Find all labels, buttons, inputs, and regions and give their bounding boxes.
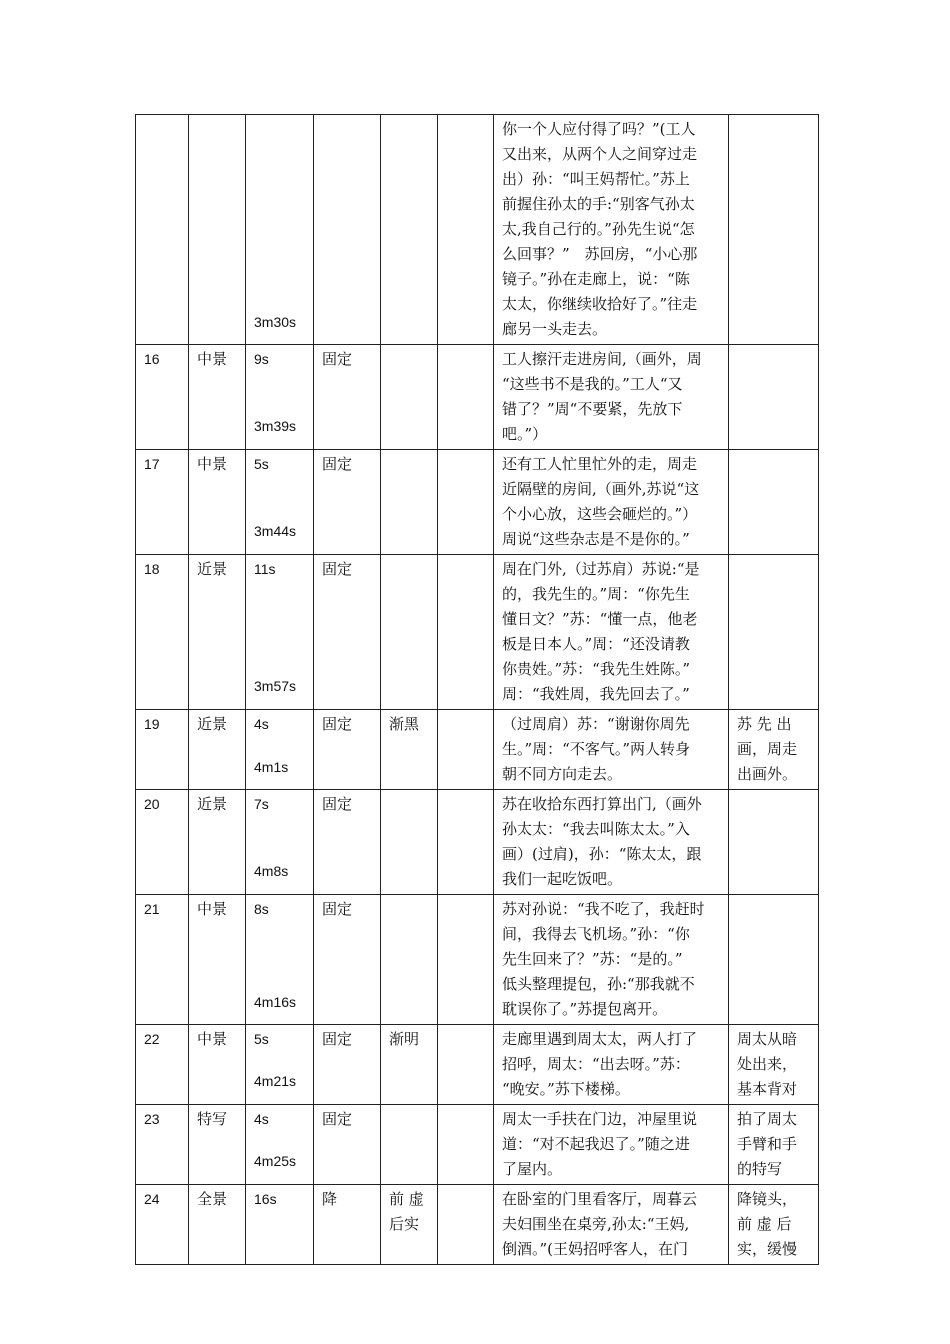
table-row [136, 710, 819, 790]
shot-size-cell [189, 790, 246, 895]
shot-number-cell [136, 555, 189, 710]
timecode: 3m39s [254, 418, 297, 434]
shot-content-cell [494, 115, 729, 345]
camera-movement: 固定 [322, 715, 353, 733]
shot-note [729, 345, 818, 349]
transition: 渐明 [389, 1030, 420, 1048]
shot-list-table [135, 114, 819, 1265]
shot-number-cell [136, 895, 189, 1025]
extra-cell [438, 345, 494, 450]
timecode: 4m8s [254, 863, 289, 879]
shot-note [729, 450, 818, 454]
shot-size-cell [189, 345, 246, 450]
camera-movement [314, 115, 380, 119]
shot-duration: 9s [254, 351, 269, 367]
shot-content: 走廊里遇到周太太，两人打了 招呼，周太：“出去呀。”苏： “晚安。”苏下楼梯。 [502, 1030, 698, 1098]
shot-number: 17 [144, 456, 160, 472]
shot-content-cell [494, 790, 729, 895]
camera-movement: 固定 [322, 1110, 353, 1128]
shot-size-cell [189, 895, 246, 1025]
table-row [136, 555, 819, 710]
shot-number: 22 [144, 1031, 160, 1047]
shot-note: 拍了周太 手臂和手 的特写 [737, 1110, 798, 1178]
table-row [136, 895, 819, 1025]
shot-size: 中景 [197, 1030, 228, 1048]
shot-number-cell [136, 1025, 189, 1105]
transition: 渐黑 [389, 715, 420, 733]
shot-size: 全景 [197, 1190, 228, 1208]
shot-size: 近景 [197, 795, 228, 813]
shot-note: 苏 先 出 画，周走 出画外。 [737, 715, 798, 783]
transition-cell [381, 555, 438, 710]
extra-cell [438, 1185, 494, 1265]
shot-size: 近景 [197, 715, 228, 733]
shot-size-cell [189, 1185, 246, 1265]
shot-content: 周在门外,（过苏肩）苏说:“是 的，我先生的。”周：“你先生 懂日文？”苏：“懂一点，他老 板是日本人。”周：“还没请教 你贵姓。”苏：“我先生姓陈。” 周：“我姓周，我先回去了。” [502, 560, 700, 703]
camera-movement: 降 [322, 1190, 338, 1208]
extra [438, 450, 493, 454]
shot-number: 24 [144, 1191, 160, 1207]
transition [381, 1105, 437, 1109]
shot-note-cell [729, 1185, 819, 1265]
shot-content: 周太一手扶在门边，冲屋里说 道：“对不起我迟了。”随之进 了屋内。 [502, 1110, 698, 1178]
duration-cell [246, 710, 314, 790]
timecode: 4m21s [254, 1073, 297, 1089]
shot-note [729, 895, 818, 899]
extra-cell [438, 790, 494, 895]
camera-movement: 固定 [322, 350, 353, 368]
shot-size-cell [189, 115, 246, 345]
shot-note-cell [729, 555, 819, 710]
shot-note-cell [729, 1105, 819, 1185]
camera-movement-cell [314, 1025, 381, 1105]
transition-cell [381, 115, 438, 345]
timecode: 4m1s [254, 759, 289, 775]
shot-number-cell [136, 1105, 189, 1185]
shot-note-cell [729, 895, 819, 1025]
camera-movement: 固定 [322, 455, 353, 473]
transition [381, 450, 437, 454]
shot-content: 你一个人应付得了吗？”(工人 又出来，从两个人之间穿过走 出）孙：“叫王妈帮忙。”苏上 前握住孙太的手:“别客气孙太 太,我自己行的。”孙先生说“怎 么回事？” 苏回房，“小心那 镜子。”孙在走廊上，说：“陈 太太，你继续收拾好了。”往走 廊另一头走去。 [502, 120, 698, 338]
shot-size: 中景 [197, 900, 228, 918]
shot-note: 降镜头， 前 虚 后 实，缓慢 [737, 1190, 798, 1258]
shot-duration: 4s [254, 1111, 269, 1127]
shot-size-cell [189, 710, 246, 790]
shot-content-cell [494, 450, 729, 555]
shot-number: 23 [144, 1111, 160, 1127]
shot-size: 近景 [197, 560, 228, 578]
shot-duration: 5s [254, 1031, 269, 1047]
extra [438, 1105, 493, 1109]
shot-note-cell [729, 1025, 819, 1105]
shot-content-cell [494, 555, 729, 710]
table-row [136, 1025, 819, 1105]
transition-cell [381, 450, 438, 555]
table-row [136, 450, 819, 555]
shot-size-cell [189, 1025, 246, 1105]
shot-size-cell [189, 1105, 246, 1185]
timecode: 4m25s [254, 1153, 297, 1169]
camera-movement-cell [314, 1185, 381, 1265]
table-row [136, 1185, 819, 1265]
transition-cell [381, 790, 438, 895]
camera-movement-cell [314, 450, 381, 555]
timecode: 4m16s [254, 994, 297, 1010]
duration-cell [246, 345, 314, 450]
shot-duration: 4s [254, 716, 269, 732]
shot-content: 还有工人忙里忙外的走，周走 近隔壁的房间,（画外,苏说“这 个小心放，这些会砸烂的。”） 周说“这些杂志是不是你的。” [502, 455, 700, 548]
duration-cell [246, 895, 314, 1025]
extra-cell [438, 1105, 494, 1185]
camera-movement-cell [314, 115, 381, 345]
transition [381, 790, 437, 794]
shot-note [729, 790, 818, 794]
transition: 前 虚 后实 [389, 1190, 424, 1233]
transition-cell [381, 895, 438, 1025]
shot-size: 中景 [197, 455, 228, 473]
shot-content-cell [494, 1185, 729, 1265]
extra [438, 1025, 493, 1029]
shot-number-cell [136, 790, 189, 895]
transition-cell [381, 1185, 438, 1265]
shot-duration: 16s [254, 1191, 277, 1207]
shot-number: 18 [144, 561, 160, 577]
duration-cell [246, 1025, 314, 1105]
shot-number-cell [136, 115, 189, 345]
extra-cell [438, 115, 494, 345]
extra-cell [438, 450, 494, 555]
duration-cell [246, 1185, 314, 1265]
timecode: 3m57s [254, 678, 297, 694]
camera-movement-cell [314, 345, 381, 450]
shot-number-cell [136, 450, 189, 555]
shot-size-cell [189, 450, 246, 555]
shot-size-cell [189, 555, 246, 710]
transition [381, 895, 437, 899]
shot-duration: 11s [254, 561, 276, 577]
shot-note [729, 555, 818, 559]
shot-number: 20 [144, 796, 160, 812]
duration-cell [246, 555, 314, 710]
shot-size: 中景 [197, 350, 228, 368]
shot-number: 21 [144, 901, 160, 917]
camera-movement: 固定 [322, 560, 353, 578]
extra-cell [438, 555, 494, 710]
transition-cell [381, 710, 438, 790]
shot-size [189, 115, 245, 119]
duration-cell [246, 115, 314, 345]
shot-content: 在卧室的门里看客厅，周暮云 夫妇围坐在桌旁,孙太:“王妈, 倒酒。”(王妈招呼客人，在门 [502, 1190, 698, 1258]
extra [438, 1185, 493, 1189]
extra [438, 710, 493, 714]
duration-cell [246, 450, 314, 555]
shot-content: 苏对孙说：“我不吃了，我赶时 间，我得去飞机场。”孙：“你 先生回来了？”苏：“是的。” 低头整理提包，孙:“那我就不 耽误你了。”苏提包离开。 [502, 900, 705, 1018]
camera-movement-cell [314, 895, 381, 1025]
extra [438, 895, 493, 899]
shot-number-cell [136, 710, 189, 790]
camera-movement-cell [314, 555, 381, 710]
shot-note-cell [729, 345, 819, 450]
camera-movement: 固定 [322, 900, 353, 918]
extra [438, 790, 493, 794]
shot-content-cell [494, 1105, 729, 1185]
shot-duration: 5s [254, 456, 269, 472]
shot-note-cell [729, 115, 819, 345]
extra [438, 555, 493, 559]
extra [438, 345, 493, 349]
shot-content: 苏在收拾东西打算出门,（画外 孙太太：“我去叫陈太太。”入 画）(过肩)，孙：“陈太太，跟 我们一起吃饭吧。 [502, 795, 702, 888]
transition-cell [381, 345, 438, 450]
shot-content: （过周肩）苏：“谢谢你周先 生。”周：“不客气。”两人转身 朝不同方向走去。 [502, 715, 691, 783]
shot-content-cell [494, 895, 729, 1025]
timecode: 3m30s [254, 314, 297, 330]
transition [381, 115, 437, 119]
table-row [136, 1105, 819, 1185]
transition [381, 345, 437, 349]
camera-movement: 固定 [322, 1030, 353, 1048]
timecode: 3m44s [254, 523, 297, 539]
camera-movement-cell [314, 710, 381, 790]
extra-cell [438, 710, 494, 790]
shot-content: 工人擦汗走进房间,（画外，周 “这些书不是我的。”工人“又 错了？”周“不要紧，先放下 吧。”） [502, 350, 702, 443]
shot-number: 19 [144, 716, 160, 732]
shot-content-cell [494, 345, 729, 450]
shot-note-cell [729, 790, 819, 895]
shot-number: 16 [144, 351, 160, 367]
shot-note-cell [729, 710, 819, 790]
shot-number-cell [136, 345, 189, 450]
transition [381, 555, 437, 559]
transition-cell [381, 1105, 438, 1185]
shot-note: 周太从暗 处出来， 基本背对 [737, 1030, 798, 1098]
table-row [136, 790, 819, 895]
camera-movement-cell [314, 1105, 381, 1185]
table-row [136, 115, 819, 345]
extra [438, 115, 493, 119]
shot-duration: 8s [254, 901, 269, 917]
shot-note [729, 115, 818, 119]
shot-size: 特写 [197, 1110, 228, 1128]
table-row [136, 345, 819, 450]
shot-number-cell [136, 1185, 189, 1265]
shot-number [136, 115, 188, 119]
extra-cell [438, 895, 494, 1025]
camera-movement: 固定 [322, 795, 353, 813]
transition-cell [381, 1025, 438, 1105]
shot-content-cell [494, 1025, 729, 1105]
duration-cell [246, 1105, 314, 1185]
extra-cell [438, 1025, 494, 1105]
shot-duration: 7s [254, 796, 269, 812]
shot-content-cell [494, 710, 729, 790]
shot-note-cell [729, 450, 819, 555]
duration-cell [246, 790, 314, 895]
camera-movement-cell [314, 790, 381, 895]
